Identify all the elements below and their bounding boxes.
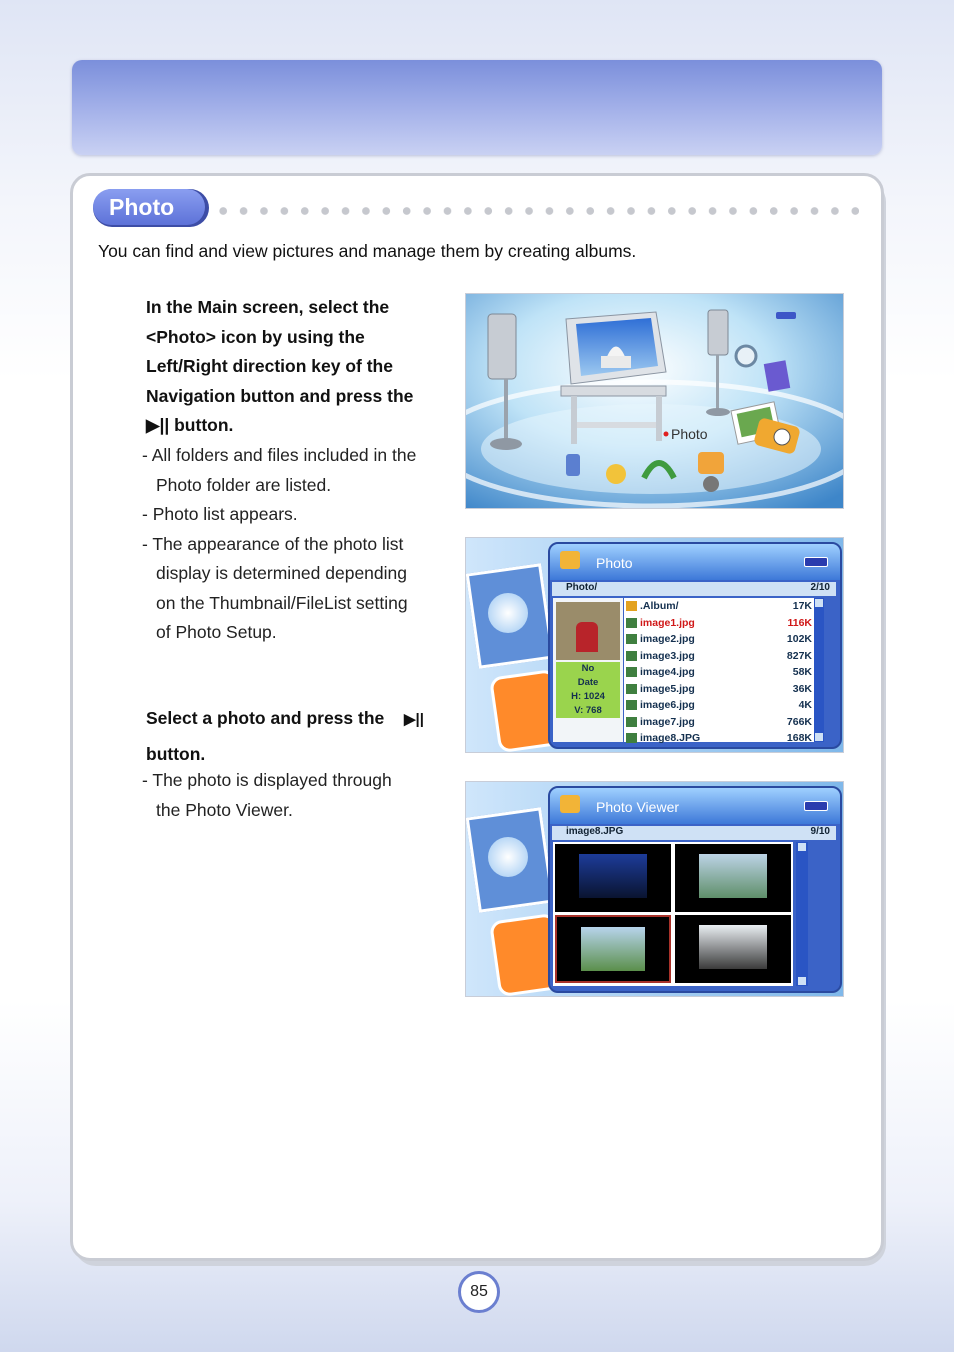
step2-line: button.	[146, 744, 206, 764]
note-continuation: display is determined depending	[156, 563, 407, 583]
file-size: 17K	[792, 600, 812, 612]
image-file-icon	[626, 667, 637, 677]
file-size: 827K	[786, 649, 812, 662]
thumbnail-selected[interactable]	[555, 915, 671, 983]
file-name: image5.jpg	[640, 682, 695, 695]
window-title: Photo Viewer	[596, 799, 680, 815]
image-file-icon	[626, 634, 637, 644]
info-line: V: 768	[574, 705, 602, 716]
note-item	[142, 500, 416, 530]
viewer-window	[548, 786, 842, 993]
path-bar	[552, 826, 836, 840]
step2-notes	[142, 766, 392, 825]
file-name: image6.jpg	[640, 699, 695, 711]
current-file: image8.JPG	[566, 826, 624, 837]
file-row[interactable]	[624, 730, 824, 747]
file-name: image4.jpg	[640, 666, 695, 678]
note-text: - All folders and files included in the	[142, 445, 417, 465]
flower-icon	[488, 837, 528, 877]
item-counter: 2/10	[810, 582, 830, 593]
step1-line: <Photo> icon by using the	[146, 326, 365, 347]
note-continuation: of Photo Setup.	[156, 622, 277, 642]
scroll-down-arrow-icon[interactable]	[815, 733, 823, 741]
thumbnail[interactable]	[675, 844, 791, 912]
file-name: image7.jpg	[640, 715, 695, 728]
file-name: image8.JPG	[640, 732, 701, 744]
image-file-icon	[626, 700, 637, 710]
step1-line: In the Main screen, select the	[146, 297, 390, 317]
file-row[interactable]	[624, 648, 824, 665]
file-row[interactable]	[624, 598, 824, 615]
section-tab: Photo	[93, 189, 205, 225]
item-counter: 9/10	[810, 826, 830, 837]
window-titlebar	[550, 788, 840, 824]
file-row[interactable]	[624, 631, 824, 648]
file-row[interactable]	[624, 714, 824, 731]
image-file-icon	[626, 651, 637, 661]
file-row[interactable]	[624, 697, 824, 714]
list-scrollbar[interactable]	[814, 598, 824, 742]
battery-icon	[804, 557, 828, 567]
preview-thumbnail	[556, 602, 620, 660]
file-name: image1.jpg	[640, 616, 695, 629]
preview-info	[556, 662, 620, 718]
file-size: 102K	[786, 633, 812, 645]
thumbnail[interactable]	[555, 844, 671, 912]
file-name: .Album/	[640, 600, 679, 612]
step1-line: Navigation button and press the	[146, 385, 414, 406]
photo-list-screenshot	[465, 537, 844, 753]
info-line: H: 1024	[571, 691, 605, 702]
file-row[interactable]	[624, 615, 824, 632]
note-continuation: on the Thumbnail/FileList setting	[156, 592, 408, 613]
note-text: - The appearance of the photo list	[142, 533, 404, 554]
photo-app-icon	[560, 795, 580, 813]
file-size: 4K	[798, 699, 812, 711]
image-file-icon	[626, 618, 637, 628]
file-size: 36K	[792, 682, 812, 695]
scroll-up-arrow-icon[interactable]	[798, 843, 806, 851]
file-size: 58K	[792, 666, 812, 678]
photo-menu-label: Photo	[671, 426, 708, 442]
note-text: - Photo list appears.	[142, 504, 298, 524]
file-name: image3.jpg	[640, 649, 695, 662]
file-size: 766K	[786, 715, 812, 728]
photo-app-icon	[560, 551, 580, 569]
step1-line: Left/Right direction key of the	[146, 356, 393, 376]
viewer-scrollbar[interactable]	[796, 842, 808, 986]
step1-line: ▶|| button.	[146, 415, 234, 435]
dotted-divider	[213, 207, 859, 215]
intro-text: You can find and view pictures and manage them by creating albums.	[98, 241, 637, 261]
file-list	[624, 598, 824, 742]
current-path: Photo/	[566, 582, 598, 593]
step1-notes	[142, 441, 416, 648]
info-line: No	[581, 663, 595, 674]
note-continuation: the Photo Viewer.	[156, 799, 293, 820]
preview-pane	[553, 598, 623, 742]
photo-viewer-screenshot	[465, 781, 844, 997]
file-row[interactable]	[624, 681, 824, 698]
path-bar	[552, 582, 836, 596]
note-text: - The photo is displayed through	[142, 770, 392, 790]
note-item	[142, 530, 416, 648]
note-item	[142, 441, 416, 500]
window-title: Photo	[596, 555, 633, 571]
play-pause-icon: ▶||	[404, 711, 424, 728]
window-titlebar	[550, 544, 840, 580]
file-row[interactable]	[624, 664, 824, 681]
folder-icon	[626, 601, 637, 611]
battery-icon	[804, 801, 828, 811]
file-size: 168K	[786, 732, 812, 744]
note-continuation: Photo folder are listed.	[156, 474, 332, 495]
photo-window	[548, 542, 842, 749]
scroll-up-arrow-icon[interactable]	[815, 599, 823, 607]
image-file-icon	[626, 717, 637, 727]
flower-icon	[488, 593, 528, 633]
step2-instruction	[146, 702, 424, 770]
step1-instruction	[146, 293, 413, 441]
header-banner	[72, 60, 882, 155]
thumbnail-grid	[553, 842, 793, 986]
image-file-icon	[626, 684, 637, 694]
main-screen-image	[466, 294, 843, 508]
info-line: Date	[577, 677, 599, 688]
file-size: 116K	[787, 616, 812, 629]
page-number: 85	[458, 1271, 500, 1313]
step2-line: Select a photo and press the	[146, 708, 385, 728]
image-file-icon	[626, 733, 637, 743]
file-name: image2.jpg	[640, 633, 695, 645]
thumbnail[interactable]	[675, 915, 791, 983]
note-item	[142, 766, 392, 825]
main-screen-screenshot	[465, 293, 844, 509]
scroll-down-arrow-icon[interactable]	[798, 977, 806, 985]
